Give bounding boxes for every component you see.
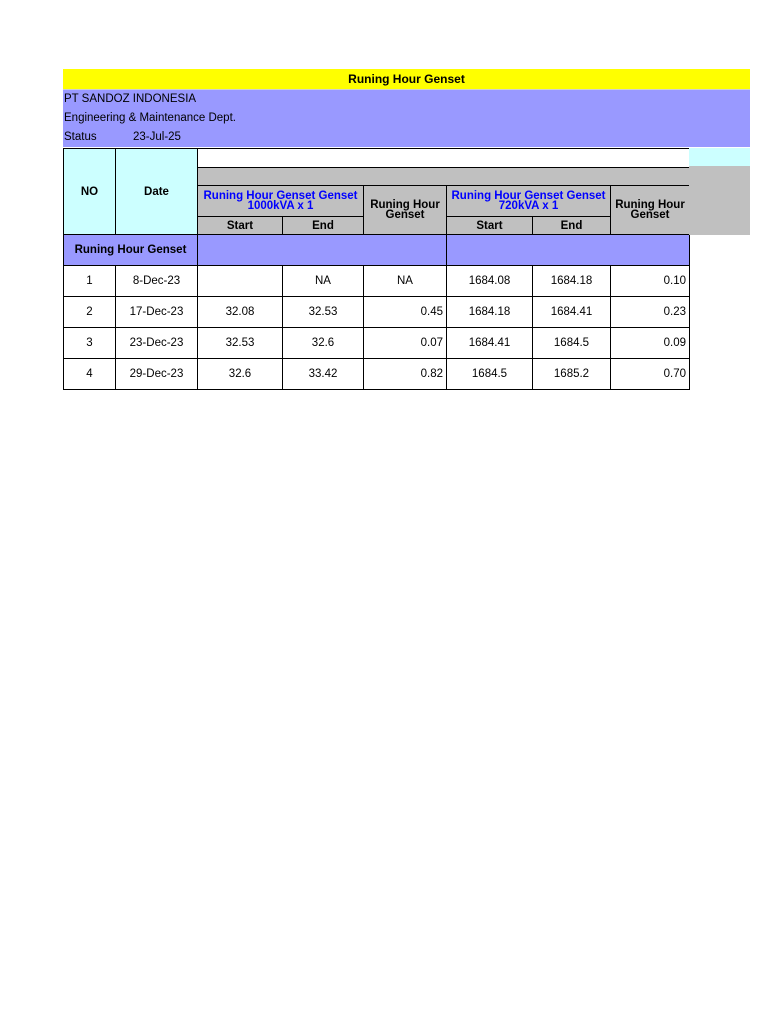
header-genset-720kva: Runing Hour Genset Genset 720kVA x 1 bbox=[447, 186, 611, 217]
header-gray-band bbox=[198, 168, 690, 186]
cell-run-2: 0.10 bbox=[611, 266, 690, 297]
cell-end-2: 1684.41 bbox=[533, 297, 611, 328]
cell-start-2: 1684.41 bbox=[447, 328, 533, 359]
cell-no: 3 bbox=[64, 328, 116, 359]
cell-run-2: 0.09 bbox=[611, 328, 690, 359]
cell-start-1: 32.08 bbox=[198, 297, 283, 328]
cell-end-1: 32.53 bbox=[283, 297, 364, 328]
cell-end-2: 1685.2 bbox=[533, 359, 611, 390]
table-row bbox=[64, 266, 690, 297]
table-row bbox=[64, 328, 690, 359]
header-extension-cyan bbox=[689, 148, 750, 166]
table-row bbox=[64, 297, 690, 328]
cell-end-1: 33.42 bbox=[283, 359, 364, 390]
cell-date: 29-Dec-23 bbox=[116, 359, 198, 390]
report-sheet bbox=[63, 69, 750, 380]
status-row bbox=[63, 128, 750, 147]
cell-no: 1 bbox=[64, 266, 116, 297]
header-blank-row bbox=[198, 149, 690, 168]
cell-run-2: 0.70 bbox=[611, 359, 690, 390]
cell-end-1: 32.6 bbox=[283, 328, 364, 359]
header-date: Date bbox=[116, 149, 198, 235]
header-start-2: Start bbox=[447, 217, 533, 235]
cell-date: 8-Dec-23 bbox=[116, 266, 198, 297]
cell-date: 23-Dec-23 bbox=[116, 328, 198, 359]
cell-run-2: 0.23 bbox=[611, 297, 690, 328]
genset-table bbox=[63, 148, 690, 390]
header-extension-gray bbox=[689, 166, 750, 235]
company-name: PT SANDOZ INDONESIA bbox=[64, 93, 197, 105]
cell-start-2: 1684.08 bbox=[447, 266, 533, 297]
header-genset-1000kva: Runing Hour Genset Genset 1000kVA x 1 bbox=[198, 186, 364, 217]
cell-start-2: 1684.5 bbox=[447, 359, 533, 390]
cell-no: 2 bbox=[64, 297, 116, 328]
header-right-extension bbox=[689, 148, 750, 235]
cell-end-2: 1684.18 bbox=[533, 266, 611, 297]
header-end-1: End bbox=[283, 217, 364, 235]
header-running-hour-2: Runing Hour Genset bbox=[611, 186, 690, 235]
cell-start-1: 32.6 bbox=[198, 359, 283, 390]
cell-run-1: 0.07 bbox=[364, 328, 447, 359]
cell-start-1: 32.53 bbox=[198, 328, 283, 359]
section-label: Runing Hour Genset bbox=[64, 235, 198, 266]
cell-run-1: 0.82 bbox=[364, 359, 447, 390]
header-end-2: End bbox=[533, 217, 611, 235]
section-fill-2 bbox=[447, 235, 690, 266]
cell-start-1 bbox=[198, 266, 283, 297]
status-date: 23-Jul-25 bbox=[133, 131, 181, 143]
table-row bbox=[64, 359, 690, 390]
cell-run-1: 0.45 bbox=[364, 297, 447, 328]
cell-date: 17-Dec-23 bbox=[116, 297, 198, 328]
header-running-hour-1: Runing Hour Genset bbox=[364, 186, 447, 235]
info-band bbox=[63, 90, 750, 147]
status-label: Status bbox=[64, 131, 97, 143]
cell-run-1: NA bbox=[364, 266, 447, 297]
section-fill-1 bbox=[198, 235, 447, 266]
report-title: Runing Hour Genset bbox=[63, 69, 750, 90]
cell-end-1: NA bbox=[283, 266, 364, 297]
header-no: NO bbox=[64, 149, 116, 235]
cell-start-2: 1684.18 bbox=[447, 297, 533, 328]
cell-no: 4 bbox=[64, 359, 116, 390]
department-name: Engineering & Maintenance Dept. bbox=[64, 112, 236, 124]
cell-end-2: 1684.5 bbox=[533, 328, 611, 359]
header-start-1: Start bbox=[198, 217, 283, 235]
